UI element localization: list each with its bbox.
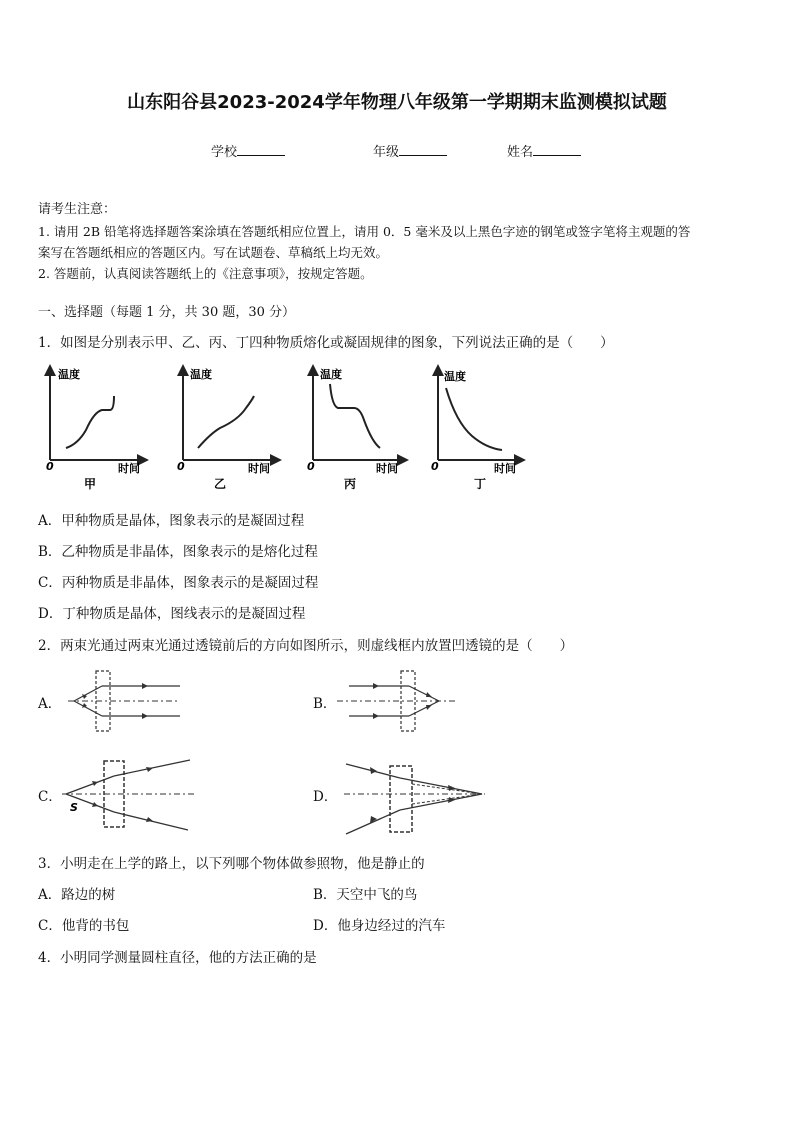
- graph-ding: [431, 369, 520, 491]
- notice-heading: 请考生注意：: [38, 202, 117, 217]
- q4-stem: 4．小明同学测量圆柱直径，他的方法正确的是: [38, 950, 317, 966]
- q3-option-a[interactable]: A．路边的树: [38, 887, 116, 903]
- graph-jia: [46, 367, 143, 491]
- q2-stem: 2．两束光通过两束光通过透镜前后的方向如图所示，则虚线框内放置凹透镜的是（ ）: [38, 638, 574, 654]
- graph-bing: [307, 367, 403, 491]
- school-blank[interactable]: [237, 143, 285, 156]
- graph-yi: [177, 367, 276, 491]
- q3-option-d[interactable]: D．他身边经过的汽车: [313, 918, 446, 934]
- section-heading: 一、选择题（每题 1 分，共 30 题，30 分）: [38, 305, 296, 320]
- q1-option-b[interactable]: B．乙种物质是非晶体，图象表示的是熔化过程: [38, 544, 318, 560]
- grade-label: 年级: [373, 145, 400, 160]
- q1-stem: 1．如图是分别表示甲、乙、丙、丁四种物质熔化或凝固规律的图象，下列说法正确的是（ ）: [38, 335, 614, 351]
- q2-c-source-label: S: [70, 801, 78, 814]
- graph-yi-origin: 0: [177, 460, 185, 473]
- q2-label-b[interactable]: B．: [313, 696, 337, 712]
- graph-yi-ylabel: 温度: [190, 368, 212, 381]
- school-field[interactable]: [211, 141, 285, 160]
- notice-item-2: 2. 答题前，认真阅读答题纸上的《注意事项》，按规定答题。: [38, 266, 373, 281]
- notice-item-1: 1. 请用 2B 铅笔将选择题答案涂填在答题纸相应位置上，请用 0．5 毫米及以上黑色字迹的钢笔或签字笔将主观题的答: [38, 224, 691, 239]
- q2-diagram-c[interactable]: [58, 756, 198, 838]
- graph-ding-ylabel: 温度: [444, 370, 466, 383]
- graph-ding-origin: 0: [431, 460, 439, 473]
- graph-yi-caption: 乙: [214, 477, 227, 491]
- graph-ding-caption: 丁: [474, 477, 487, 491]
- page-title: 山东阳谷县2023-2024学年物理八年级第一学期期末监测模拟试题: [127, 92, 667, 113]
- q2-diagram-a[interactable]: [60, 668, 190, 734]
- name-field[interactable]: [507, 141, 581, 160]
- q2-diagram-d[interactable]: [340, 756, 490, 838]
- q1-option-d[interactable]: D．丁种物质是晶体，图线表示的是凝固过程: [38, 606, 306, 622]
- q2-diagram-b[interactable]: [335, 668, 465, 734]
- graph-jia-origin: 0: [46, 460, 54, 473]
- graph-jia-caption: 甲: [84, 477, 97, 491]
- graph-bing-origin: 0: [307, 460, 315, 473]
- q1-option-c[interactable]: C．丙种物质是非晶体，图象表示的是凝固过程: [38, 575, 319, 591]
- graph-bing-caption: 丙: [344, 477, 357, 491]
- graph-ding-xlabel: 时间: [494, 462, 516, 475]
- graph-yi-xlabel: 时间: [248, 462, 270, 475]
- graph-jia-xlabel: 时间: [118, 462, 140, 475]
- grade-field[interactable]: [373, 141, 447, 160]
- q1-option-a[interactable]: A．甲种物质是晶体，图象表示的是凝固过程: [38, 513, 305, 529]
- q2-label-c[interactable]: C．: [38, 789, 62, 805]
- q2-label-a[interactable]: A．: [38, 696, 62, 712]
- q1-graphs: [38, 362, 538, 494]
- q3-stem: 3．小明走在上学的路上，以下列哪个物体做参照物，他是静止的: [38, 856, 425, 872]
- graph-bing-ylabel: 温度: [320, 368, 342, 381]
- school-label: 学校: [211, 145, 238, 160]
- q3-option-c[interactable]: C．他背的书包: [38, 918, 130, 934]
- graph-bing-xlabel: 时间: [376, 462, 398, 475]
- graph-jia-ylabel: 温度: [58, 368, 80, 381]
- name-label: 姓名: [507, 145, 534, 160]
- grade-blank[interactable]: [399, 143, 447, 156]
- notice-item-1-cont: 案写在答题纸相应的答题区内。写在试题卷、草稿纸上均无效。: [38, 245, 389, 260]
- q2-label-d[interactable]: D．: [313, 789, 338, 805]
- q3-option-b[interactable]: B．天空中飞的鸟: [313, 887, 418, 903]
- name-blank[interactable]: [533, 143, 581, 156]
